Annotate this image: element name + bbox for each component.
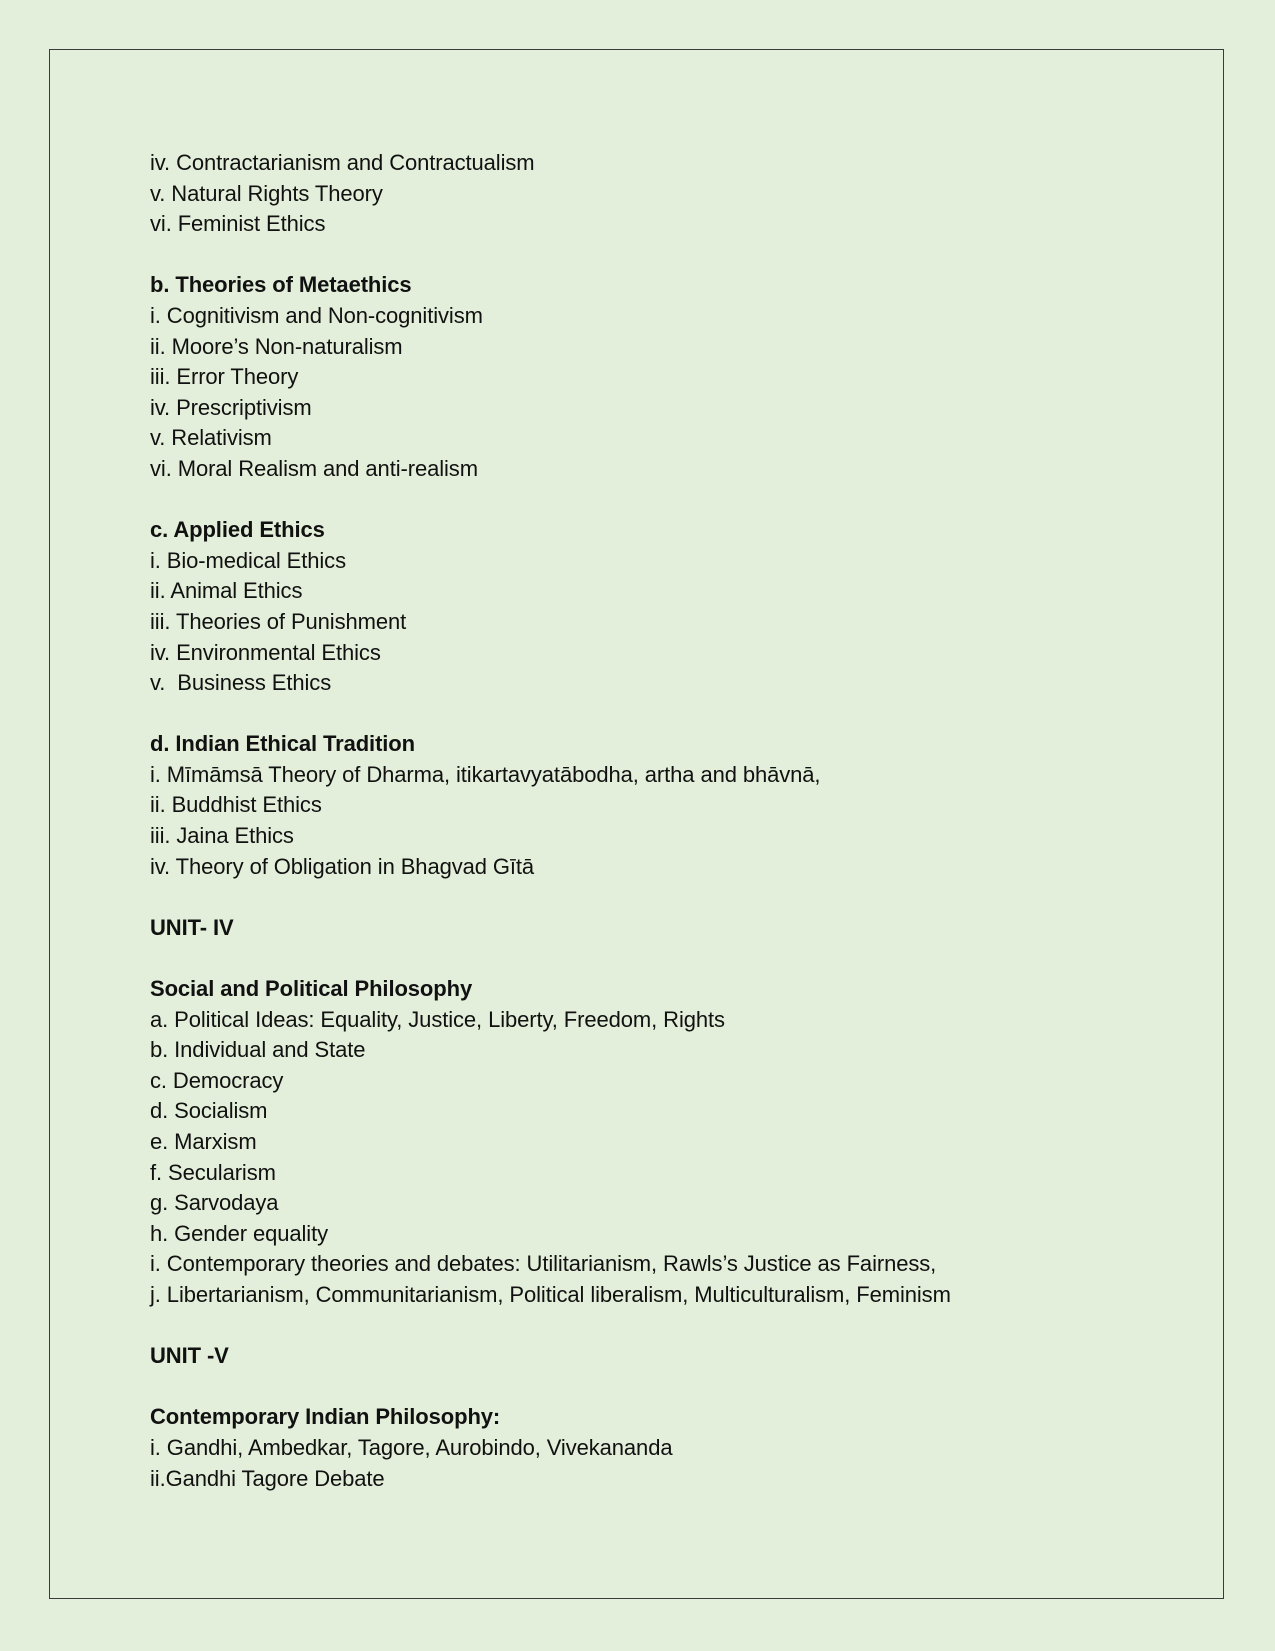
list-item: j. Libertarianism, Communitarianism, Political liberalism, Multiculturalism, Feminism [150,1281,951,1307]
metaethics-section [150,270,1190,484]
list-item: a. Political Ideas: Equality, Justice, Liberty, Freedom, Rights [150,1006,725,1032]
list-item: i. Cognitivism and Non-cognitivism [150,302,483,328]
section-heading: b. Theories of Metaethics [150,272,412,298]
unit-heading: UNIT- IV [150,914,234,940]
list-item: iv. Prescriptivism [150,394,312,420]
list-item: v. Relativism [150,425,272,451]
section-heading: d. Indian Ethical Tradition [150,731,415,757]
ethics-theories-list [150,148,1190,240]
spacer [150,943,1190,974]
list-item: iii. Theories of Punishment [150,608,407,634]
list-item: ii. Animal Ethics [150,578,303,604]
list-item: iii. Jaina Ethics [150,823,294,849]
spacer [150,1372,1190,1403]
list-item: i. Mīmāmsā Theory of Dharma, itikartavyatābodha, artha and bhāvnā, [150,761,821,787]
list-item: d. Socialism [150,1098,268,1124]
list-item: vi. Moral Realism and anti-realism [150,455,478,481]
unit-iv-section [150,913,1190,1311]
spacer [150,882,1190,913]
list-item: vi. Feminist Ethics [150,211,326,237]
list-item: f. Secularism [150,1159,276,1185]
syllabus-content [150,148,1190,1494]
list-item: ii. Moore’s Non-naturalism [150,333,403,359]
list-item: ii. Buddhist Ethics [150,792,322,818]
unit-heading: UNIT -V [150,1343,229,1369]
list-item: e. Marxism [150,1129,257,1154]
list-item: v. Business Ethics [150,670,332,696]
section-heading: Social and Political Philosophy [150,976,473,1002]
list-item: i. Contemporary theories and debates: Utilitarianism, Rawls’s Justice as Fairness, [150,1251,937,1277]
list-item: i. Bio-medical Ethics [150,547,346,573]
list-item: c. Democracy [150,1067,284,1093]
spacer [150,485,1190,516]
list-item: ii.Gandhi Tagore Debate [150,1465,385,1491]
spacer [150,699,1190,730]
section-heading: c. Applied Ethics [150,517,325,543]
list-item: iii. Error Theory [150,364,299,390]
section-heading: Contemporary Indian Philosophy: [150,1404,501,1430]
list-item: b. Individual and State [150,1037,366,1063]
list-item: i. Gandhi, Ambedkar, Tagore, Aurobindo, Vivekananda [150,1434,673,1460]
applied-ethics-section [150,515,1190,699]
spacer [150,1311,1190,1342]
list-item: v. Natural Rights Theory [150,180,383,206]
list-item: iv. Contractarianism and Contractualism [150,150,535,175]
list-item: h. Gender equality [150,1220,328,1246]
indian-ethical-tradition-section [150,729,1190,882]
list-item: iv. Environmental Ethics [150,639,381,665]
list-item: iv. Theory of Obligation in Bhagvad Gītā [150,853,535,879]
list-item: g. Sarvodaya [150,1190,279,1216]
unit-v-section [150,1341,1190,1494]
spacer [150,240,1190,271]
